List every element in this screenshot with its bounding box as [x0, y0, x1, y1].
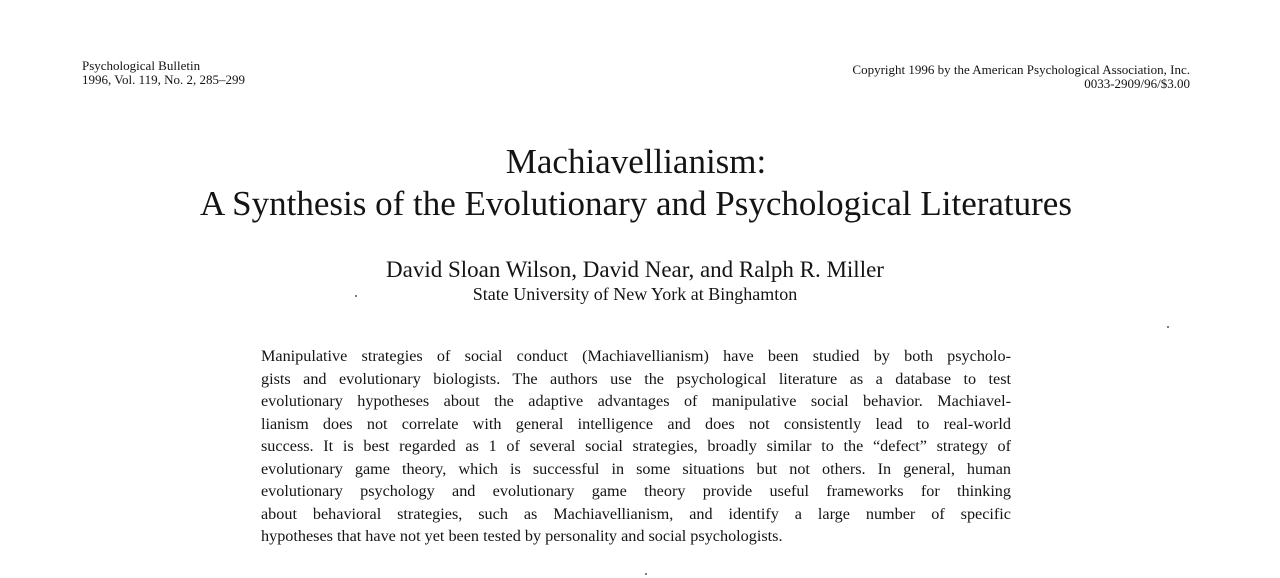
abstract-line: lianism does not correlate with general intelligence and does not consistently lead to real-world — [261, 414, 1011, 433]
paper-title — [0, 141, 1272, 225]
abstract — [261, 345, 1011, 548]
abstract-line: gists and evolutionary biologists. The authors use the psychological literature as a database to test — [261, 369, 1011, 388]
abstract-line: evolutionary hypotheses about the adaptive advantages of manipulative social behavior. Machiavel- — [261, 392, 1011, 410]
title-line-2: A Synthesis of the Evolutionary and Psychological Literatures — [200, 184, 1072, 223]
scan-speck — [1167, 326, 1169, 328]
scan-speck — [355, 295, 357, 297]
journal-citation — [82, 59, 245, 87]
copyright-block — [852, 63, 1190, 91]
abstract-line: success. It is best regarded as 1 of several social strategies, broadly similar to the “defect” strategy of — [261, 437, 1011, 455]
abstract-line: Manipulative strategies of social conduct (Machiavellianism) have been studied by both psycholo- — [261, 347, 1011, 365]
abstract-line: hypotheses that have not yet been tested by personality and social psychologists. — [261, 527, 783, 545]
abstract-line: about behavioral strategies, such as Machiavellianism, and identify a large number of specific — [261, 504, 1011, 523]
abstract-line: evolutionary game theory, which is successful in some situations but not others. In general, human — [261, 459, 1011, 478]
scan-speck — [645, 573, 647, 575]
copyright-code: 0033-2909/96/$3.00 — [1084, 76, 1190, 91]
abstract-line: evolutionary psychology and evolutionary game theory provide useful frameworks for thinking — [261, 482, 1011, 500]
author-affiliation: State University of New York at Binghamton — [472, 284, 798, 304]
journal-issue: 1996, Vol. 119, No. 2, 285–299 — [82, 72, 245, 87]
copyright-notice: Copyright 1996 by the American Psychological Association, Inc. — [852, 62, 1190, 77]
journal-name: Psychological Bulletin — [82, 58, 201, 73]
title-line-1: Machiavellianism: — [505, 142, 767, 181]
author-list: David Sloan Wilson, David Near, and Ralph R. Miller — [386, 257, 884, 282]
